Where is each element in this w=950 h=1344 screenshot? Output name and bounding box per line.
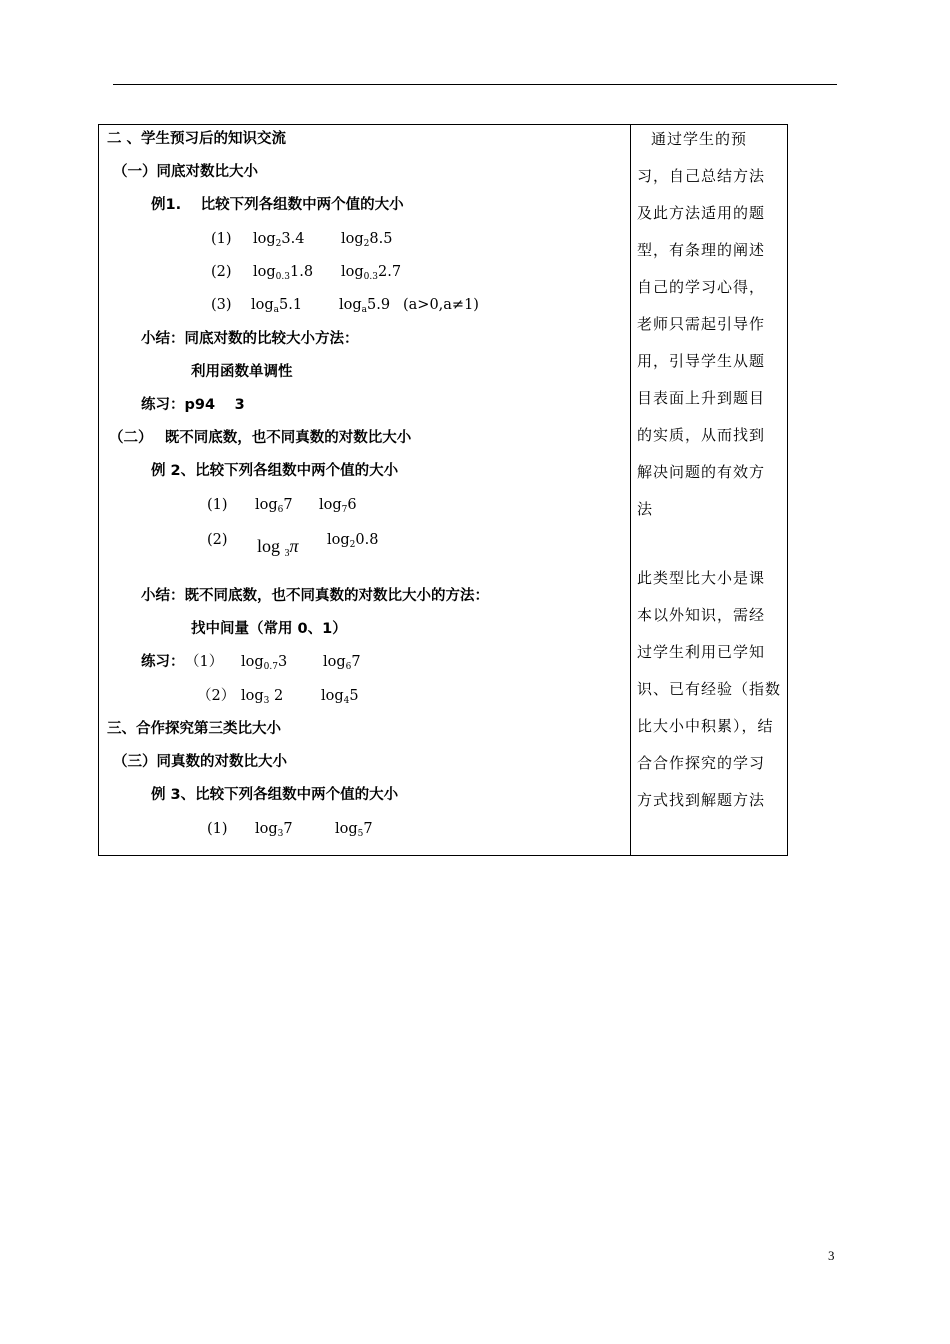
- note1-line-8: 目表面上升到题目: [637, 389, 766, 407]
- note2-line-3: 过学生利用已学知: [637, 643, 766, 661]
- note2-line-5: 比大小中积累），结: [637, 717, 774, 735]
- note2-line-7: 方式找到解题方法: [637, 791, 766, 809]
- example3-title: 例 3、比较下列各组数中两个值的大小: [151, 787, 399, 803]
- sub1-title: （一）同底对数比大小: [113, 164, 258, 180]
- header-rule: [113, 84, 837, 85]
- summary2-title: 小结：既不同底数，也不同真数的对数比大小的方法：: [141, 588, 489, 604]
- content-column: 二 、学生预习后的知识交流 （一）同底对数比大小 例1. 比较下列各组数中两个值的大小 (1) $\log_23.4$ $\log_28.5$ (2) $\log_{0.3}1.8$ $\log_{0.3}2.7$ (3) $\log_a5.1$ $\log_a5.9$ (a>0,a≠1) 小结：同底对数的比较大小方法： 利用函数单调性 练习：p94 3 （二） 既不同底数，也不同真数的对数比大小 例 2、比较下列各组数中两个值的大小 (1) $\log_67$ $\log_76$ (2) log $_3$π $\log_20.8$ 小结：既不同底数，也不同真数的对数比大小的方法： 找中间量（常用 0、1） 练习： （1） $\log_{0.7}3$ $\log_67$ （2） $\log_3 2$ $\log_45$ 三、合作探究第三类比大小 （三）同真数的对数比大小 例 3、比较下列各组数中两个值的大小 (1) $\log_37$ $\log_57$: [107, 131, 489, 839]
- lesson-table: [98, 124, 788, 856]
- note1-line-3: 及此方法适用的题: [637, 204, 766, 222]
- summary1-text: 利用函数单调性: [191, 364, 293, 380]
- page-number: 3: [828, 1248, 835, 1263]
- note1-line-2: 习，自己总结方法: [637, 167, 766, 185]
- note1-line-5: 自己的学习心得，: [637, 278, 766, 296]
- note1-line-1: 通过学生的预: [651, 130, 748, 148]
- note1-line-7: 用，引导学生从题: [637, 352, 766, 370]
- note1-line-6: 老师只需起引导作: [637, 315, 766, 333]
- note1-line-10: 解决问题的有效方: [637, 463, 766, 481]
- note2-line-4: 识、已有经验（指数: [637, 680, 782, 698]
- example1-title: 例1. 比较下列各组数中两个值的大小: [151, 197, 404, 213]
- sub3-title: （三）同真数的对数比大小: [113, 754, 287, 770]
- column-divider: [630, 125, 631, 855]
- section2-title: 二 、学生预习后的知识交流: [107, 131, 287, 147]
- log3-pi-formula: log $_3$π: [257, 536, 299, 559]
- summary1-title: 小结：同底对数的比较大小方法：: [141, 331, 359, 347]
- note2-line-1: 此类型比大小是课: [637, 569, 766, 587]
- practice1: 练习：p94 3: [141, 397, 245, 413]
- note2-line-6: 合合作探究的学习: [637, 754, 766, 772]
- note1-line-11: 法: [637, 500, 654, 518]
- sub2-title: （二） 既不同底数，也不同真数的对数比大小: [109, 430, 412, 446]
- note1-line-9: 的实质，从而找到: [637, 426, 766, 444]
- example2-title: 例 2、比较下列各组数中两个值的大小: [151, 463, 399, 479]
- note1-line-4: 型，有条理的阐述: [637, 241, 766, 259]
- section3-title: 三、合作探究第三类比大小: [107, 721, 281, 737]
- note2-line-2: 本以外知识，需经: [637, 606, 766, 624]
- summary2-text: 找中间量（常用 0、1）: [191, 621, 347, 637]
